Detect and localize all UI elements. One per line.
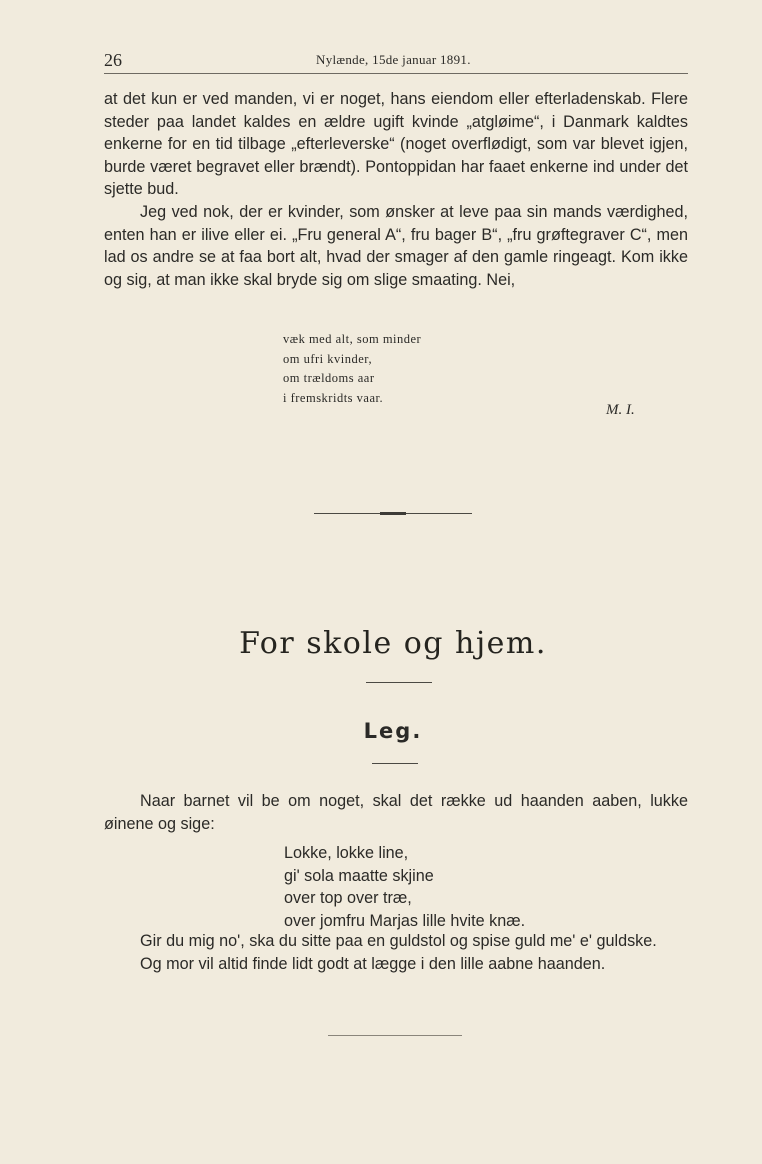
subtitle-rule <box>372 763 418 764</box>
page-header <box>104 50 688 74</box>
poem-line: om ufri kvinder, <box>283 351 373 366</box>
article-body <box>104 88 688 291</box>
title-rule <box>366 682 432 683</box>
author-signature: M. I. <box>606 402 635 418</box>
closing-paragraph-1: Gir du mig no', ska du sitte paa en guldstol og spise guld me' e' guldske. <box>140 932 657 950</box>
verse-line: over jomfru Marjas lille hvite knæ. <box>284 911 526 930</box>
section-divider <box>314 513 472 514</box>
poem-line: i fremskridts vaar. <box>283 390 384 405</box>
section-title: For skole og hjem. <box>239 626 547 661</box>
bottom-rule <box>328 1035 462 1036</box>
closing-paragraph-2: Og mor vil altid finde lidt godt at lægge i den lille aabne haanden. <box>140 954 606 973</box>
verse-line: over top over træ, <box>284 889 412 908</box>
section-intro <box>104 790 688 835</box>
verse-line: Lokke, lokke line, <box>284 844 409 862</box>
verse-line: gi' sola maatte skjine <box>284 866 434 885</box>
article-paragraph-1: at det kun er ved manden, vi er noget, hans eiendom eller efterladenskab. Flere steder paa landet kaldes en ældre ugift kvinde „atgløime“, i Danmark kaldtes enkerne for en tid tilbage „efterleverske“ (noget overflødigt, som var blevet igjen, burde været begravet eller brændt). Pontoppidan har faaet enkerne ind under det sjette bud. <box>104 90 688 199</box>
poem-line: om trældoms aar <box>283 371 375 385</box>
section-closing <box>104 930 688 975</box>
intro-paragraph: Naar barnet vil be om noget, skal det række ud haanden aaben, lukke øinene og sige: <box>104 792 688 833</box>
poem <box>283 330 421 408</box>
page-number: 26 <box>104 50 122 70</box>
poem-line: væk med alt, som minder <box>283 332 422 346</box>
verse <box>284 842 525 932</box>
header-rule <box>104 73 688 74</box>
subsection-title: Leg. <box>363 719 423 743</box>
running-head: Nylænde, 15de januar 1891. <box>316 52 471 67</box>
article-paragraph-2: Jeg ved nok, der er kvinder, som ønsker at leve paa sin mands værdighed, enten han er ilive eller ei. „Fru general A“, fru bager B“, „fru grøftegraver C“, men lad os andre se at faa bort alt, hvad der smager af den gamle ringeagt. Kom ikke og sig, at man ikke skal bryde sig om slige smaating. Nei, <box>104 202 688 289</box>
